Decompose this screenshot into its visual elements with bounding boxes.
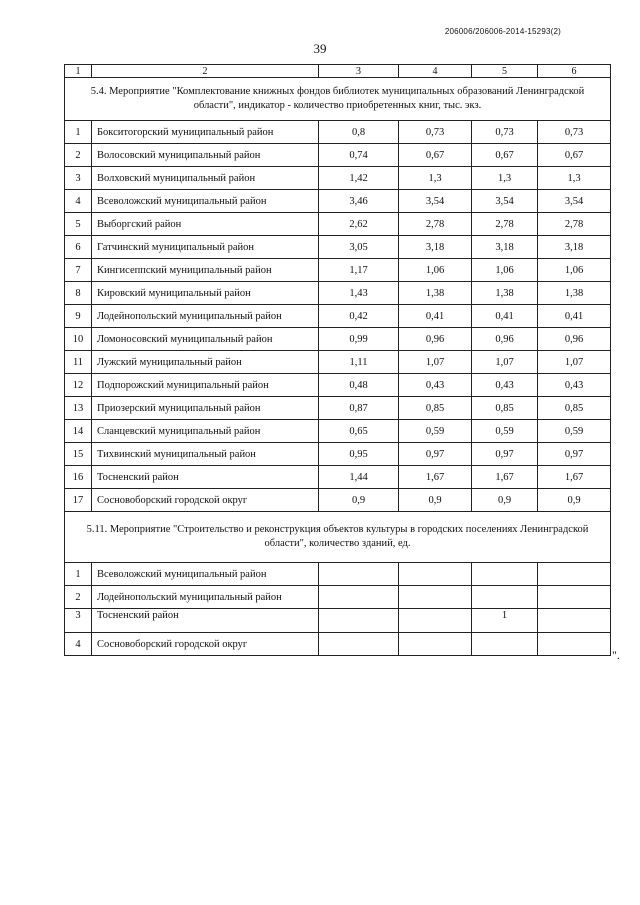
value-cell: 1,38: [472, 282, 538, 305]
row-number-cell: 1: [65, 563, 92, 586]
district-name-cell: Всеволожский муниципальный район: [92, 190, 319, 213]
value-cell: 0,74: [319, 144, 399, 167]
value-cell: 0,67: [399, 144, 472, 167]
row-number-cell: 4: [65, 190, 92, 213]
value-cell: [472, 586, 538, 609]
row-number-cell: 9: [65, 305, 92, 328]
column-number: 3: [319, 65, 399, 78]
district-name-cell: Сланцевский муниципальный район: [92, 420, 319, 443]
value-cell: 0,65: [319, 420, 399, 443]
row-number-cell: 11: [65, 351, 92, 374]
value-cell: 0,9: [319, 489, 399, 512]
value-cell: [319, 633, 399, 656]
table-row: [65, 489, 611, 512]
table-row: [65, 236, 611, 259]
value-cell: [399, 563, 472, 586]
district-name-cell: Волховский муниципальный район: [92, 167, 319, 190]
table-row: [65, 397, 611, 420]
value-cell: 0,73: [538, 121, 611, 144]
row-number-cell: 1: [65, 121, 92, 144]
district-name-cell: Тосненский район: [92, 609, 319, 633]
value-cell: [319, 563, 399, 586]
value-cell: 2,78: [538, 213, 611, 236]
value-cell: 1,3: [472, 167, 538, 190]
value-cell: 0,59: [472, 420, 538, 443]
value-cell: [538, 633, 611, 656]
district-name-cell: Лодейнопольский муниципальный район: [92, 586, 319, 609]
district-name-cell: Кингисеппский муниципальный район: [92, 259, 319, 282]
table-row: [65, 167, 611, 190]
row-number-cell: 7: [65, 259, 92, 282]
row-number-cell: 8: [65, 282, 92, 305]
row-number-cell: 3: [65, 609, 92, 633]
district-name-cell: Тихвинский муниципальный район: [92, 443, 319, 466]
value-cell: 0,97: [399, 443, 472, 466]
value-cell: 1,11: [319, 351, 399, 374]
value-cell: 0,96: [538, 328, 611, 351]
value-cell: 1,06: [399, 259, 472, 282]
row-number-cell: 13: [65, 397, 92, 420]
value-cell: 3,54: [538, 190, 611, 213]
district-name-cell: Приозерский муниципальный район: [92, 397, 319, 420]
value-cell: 0,9: [399, 489, 472, 512]
district-name-cell: Волосовский муниципальный район: [92, 144, 319, 167]
value-cell: 3,18: [472, 236, 538, 259]
column-number: 4: [399, 65, 472, 78]
page-number: 39: [313, 41, 327, 56]
value-cell: 0,42: [319, 305, 399, 328]
value-cell: 2,78: [472, 213, 538, 236]
value-cell: 1,17: [319, 259, 399, 282]
value-cell: 0,73: [472, 121, 538, 144]
value-cell: 0,97: [472, 443, 538, 466]
value-cell: 0,87: [319, 397, 399, 420]
value-cell: 0,73: [399, 121, 472, 144]
district-name-cell: Всеволожский муниципальный район: [92, 563, 319, 586]
value-cell: 3,46: [319, 190, 399, 213]
column-number: 1: [65, 65, 92, 78]
value-cell: 1,3: [538, 167, 611, 190]
value-cell: 0,8: [319, 121, 399, 144]
section-header-row: [65, 512, 611, 563]
row-number-cell: 16: [65, 466, 92, 489]
document-id: 206006/206006-2014-15293(2): [444, 27, 561, 36]
value-cell: [399, 633, 472, 656]
row-number-cell: 2: [65, 586, 92, 609]
district-name-cell: Тосненский район: [92, 466, 319, 489]
value-cell: 0,59: [399, 420, 472, 443]
table-row: [65, 563, 611, 586]
value-cell: 3,05: [319, 236, 399, 259]
value-cell: [538, 586, 611, 609]
table-row: [65, 420, 611, 443]
value-cell: [319, 586, 399, 609]
table-row: [65, 586, 611, 609]
value-cell: 0,9: [538, 489, 611, 512]
value-cell: 1,42: [319, 167, 399, 190]
table-row: [65, 443, 611, 466]
value-cell: 0,43: [538, 374, 611, 397]
column-number: 5: [472, 65, 538, 78]
value-cell: 2,78: [399, 213, 472, 236]
value-cell: [538, 563, 611, 586]
value-cell: [538, 609, 611, 633]
value-cell: 0,43: [472, 374, 538, 397]
value-cell: 0,41: [472, 305, 538, 328]
column-number: 6: [538, 65, 611, 78]
district-name-cell: Ломоносовский муниципальный район: [92, 328, 319, 351]
value-cell: 0,67: [472, 144, 538, 167]
row-number-cell: 12: [65, 374, 92, 397]
district-name-cell: Лодейнопольский муниципальный район: [92, 305, 319, 328]
value-cell: 0,43: [399, 374, 472, 397]
district-name-cell: Бокситогорский муниципальный район: [92, 121, 319, 144]
table-row: [65, 213, 611, 236]
row-number-cell: 6: [65, 236, 92, 259]
table-body: [65, 65, 611, 656]
value-cell: [472, 633, 538, 656]
value-cell: 1,38: [538, 282, 611, 305]
value-cell: 0,95: [319, 443, 399, 466]
row-number-cell: 14: [65, 420, 92, 443]
value-cell: 3,54: [399, 190, 472, 213]
value-cell: 0,97: [538, 443, 611, 466]
table-row: [65, 282, 611, 305]
table-row: [65, 351, 611, 374]
table-row: [65, 466, 611, 489]
value-cell: 1,06: [538, 259, 611, 282]
value-cell: 3,18: [538, 236, 611, 259]
table-row: [65, 328, 611, 351]
value-cell: 0,96: [399, 328, 472, 351]
section-header-row: [65, 78, 611, 121]
value-cell: 3,18: [399, 236, 472, 259]
district-name-cell: Гатчинский муниципальный район: [92, 236, 319, 259]
district-name-cell: Подпорожский муниципальный район: [92, 374, 319, 397]
table-row: [65, 259, 611, 282]
row-number-cell: 4: [65, 633, 92, 656]
row-number-cell: 3: [65, 167, 92, 190]
value-cell: 1: [472, 609, 538, 633]
value-cell: 1,07: [399, 351, 472, 374]
value-cell: 1,3: [399, 167, 472, 190]
value-cell: 0,99: [319, 328, 399, 351]
value-cell: 1,06: [472, 259, 538, 282]
value-cell: 0,9: [472, 489, 538, 512]
table-row: [65, 633, 611, 656]
row-number-cell: 17: [65, 489, 92, 512]
district-name-cell: Выборгский район: [92, 213, 319, 236]
row-number-cell: 2: [65, 144, 92, 167]
section-title: 5.4. Мероприятие "Комплектование книжных фондов библиотек муниципальных образований Ленинградской области", индикатор - количество приобретенных книг, тыс. экз.: [65, 78, 611, 121]
value-cell: 0,85: [538, 397, 611, 420]
district-name-cell: Лужский муниципальный район: [92, 351, 319, 374]
table-row: [65, 190, 611, 213]
value-cell: 1,43: [319, 282, 399, 305]
value-cell: 0,85: [472, 397, 538, 420]
value-cell: 0,59: [538, 420, 611, 443]
value-cell: 0,41: [538, 305, 611, 328]
indicators-table: [64, 64, 611, 656]
value-cell: 0,85: [399, 397, 472, 420]
row-number-cell: 5: [65, 213, 92, 236]
closing-quote-mark: ".: [612, 648, 620, 662]
district-name-cell: Кировский муниципальный район: [92, 282, 319, 305]
value-cell: [472, 563, 538, 586]
value-cell: [399, 609, 472, 633]
value-cell: 2,62: [319, 213, 399, 236]
district-name-cell: Сосновоборский городской округ: [92, 633, 319, 656]
table-row: [65, 374, 611, 397]
table-row: [65, 609, 611, 633]
value-cell: 1,67: [472, 466, 538, 489]
value-cell: 0,96: [472, 328, 538, 351]
value-cell: 1,44: [319, 466, 399, 489]
value-cell: [399, 586, 472, 609]
value-cell: 1,67: [399, 466, 472, 489]
column-number: 2: [92, 65, 319, 78]
section-title: 5.11. Мероприятие "Строительство и реконструкция объектов культуры в городских поселениях Ленинградской области", количество зданий, ед.: [65, 512, 611, 563]
district-name-cell: Сосновоборский городской округ: [92, 489, 319, 512]
value-cell: 1,07: [472, 351, 538, 374]
table-row: [65, 144, 611, 167]
value-cell: 0,41: [399, 305, 472, 328]
value-cell: 0,48: [319, 374, 399, 397]
value-cell: 3,54: [472, 190, 538, 213]
value-cell: 1,07: [538, 351, 611, 374]
row-number-cell: 10: [65, 328, 92, 351]
table-row: [65, 305, 611, 328]
value-cell: 1,67: [538, 466, 611, 489]
value-cell: 1,38: [399, 282, 472, 305]
value-cell: 0,67: [538, 144, 611, 167]
row-number-cell: 15: [65, 443, 92, 466]
column-number-row: [65, 65, 611, 78]
value-cell: [319, 609, 399, 633]
table-row: [65, 121, 611, 144]
